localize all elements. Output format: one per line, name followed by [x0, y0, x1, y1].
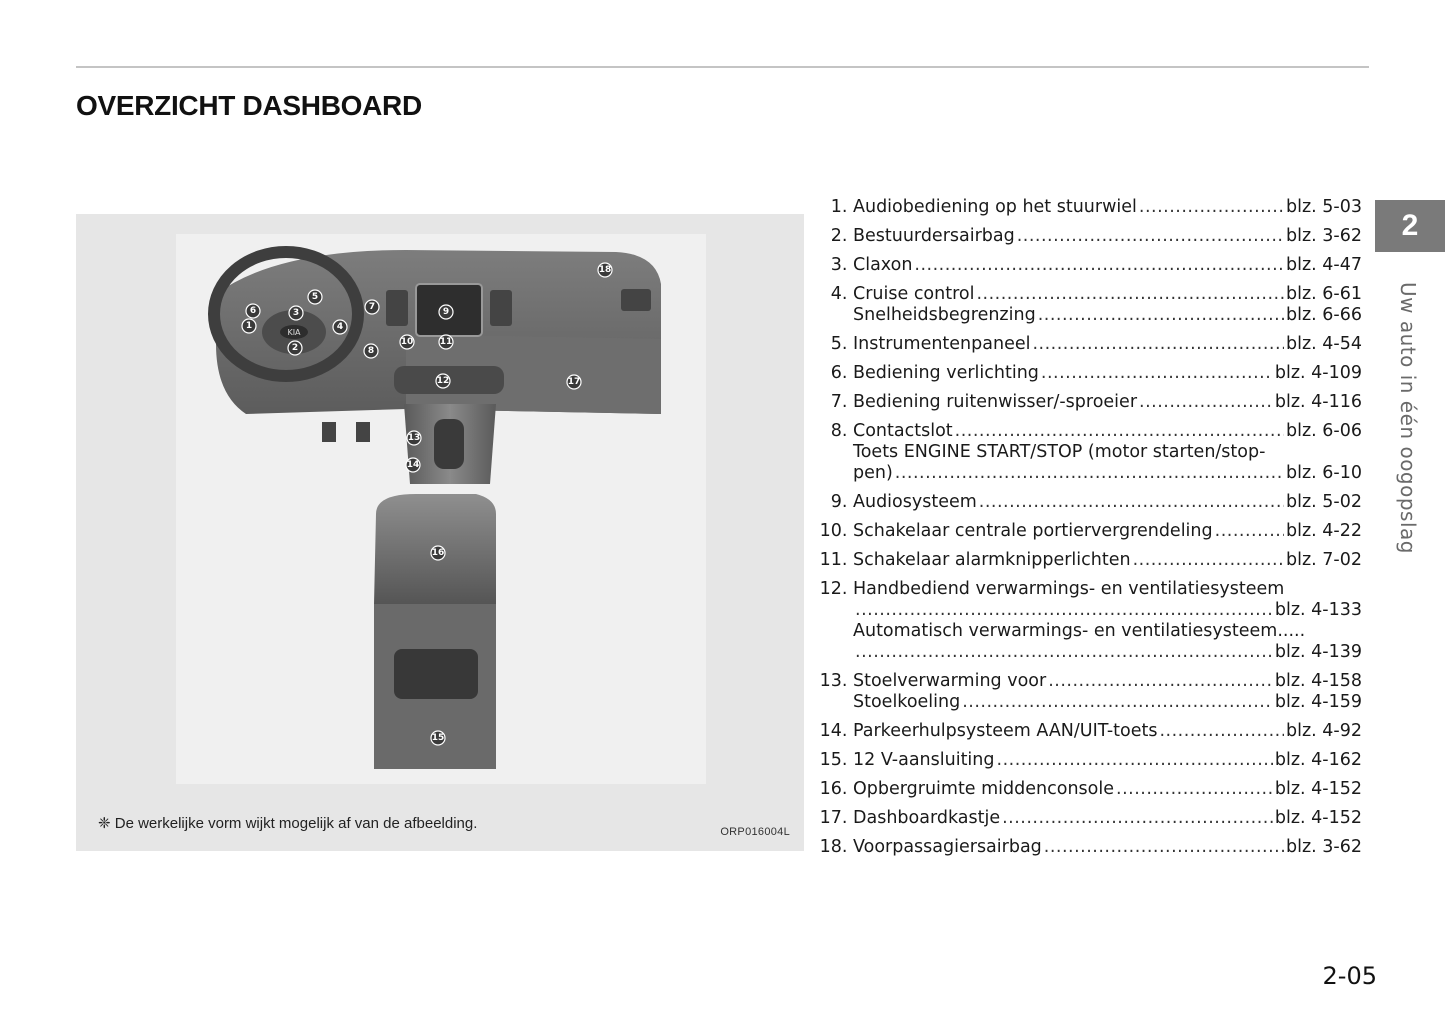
callout-3 [289, 306, 303, 320]
legend-number: 12. [819, 579, 853, 599]
dot-leader [1044, 837, 1284, 858]
page-reference: blz. 7-02 [1286, 550, 1362, 570]
page-reference: blz. 4-54 [1286, 334, 1362, 354]
legend-text: Handbediend verwarmings- en ventilatiesysteem [853, 579, 1285, 599]
legend-line [816, 284, 1362, 305]
legend-number: 14. [819, 721, 853, 741]
legend-item [816, 363, 1362, 384]
page-reference: blz. 4-92 [1286, 721, 1362, 741]
legend-line [816, 334, 1362, 355]
svg-text:10: 10 [400, 337, 414, 347]
left-vent [386, 290, 408, 326]
page-reference: blz. 4-152 [1274, 808, 1362, 828]
svg-text:14: 14 [406, 460, 420, 470]
page-reference: blz. 6-06 [1286, 421, 1362, 441]
legend-text: Schakelaar centrale portiervergrendeling [853, 521, 1213, 541]
dot-leader [997, 750, 1273, 771]
legend-line [816, 642, 1362, 663]
legend-number: 5. [830, 334, 853, 354]
figure-code: ORP016004L [720, 826, 790, 838]
legend-line [816, 621, 1362, 642]
callout-16 [431, 546, 445, 560]
callout-18 [598, 263, 612, 277]
callout-8 [364, 344, 378, 358]
legend-line [816, 492, 1362, 513]
legend-text: Voorpassagiersairbag [853, 837, 1042, 857]
svg-text:3: 3 [292, 308, 300, 318]
legend-item [816, 750, 1362, 771]
dot-leader [962, 692, 1273, 713]
legend-line [816, 521, 1362, 542]
svg-text:4: 4 [336, 322, 344, 332]
legend-item [816, 334, 1362, 355]
legend-item [816, 808, 1362, 829]
dot-leader [1139, 392, 1273, 413]
svg-text:13: 13 [407, 433, 421, 443]
dot-leader [895, 463, 1284, 484]
legend-number: 1. [830, 197, 853, 217]
chapter-tab: 2 [1375, 200, 1445, 252]
callout-5 [308, 290, 322, 304]
figure-note: ❈ De werkelijke vorm wijkt mogelijk af van de afbeelding. [98, 815, 478, 832]
callout-10 [400, 335, 414, 349]
callout-9 [439, 305, 453, 319]
svg-text:17: 17 [567, 377, 581, 387]
dot-leader [979, 492, 1284, 513]
legend-number: 17. [819, 808, 853, 828]
dashboard-figure [76, 214, 804, 851]
legend-number: 3. [830, 255, 853, 275]
legend-line [816, 463, 1362, 484]
dot-leader [1032, 334, 1284, 355]
legend-text: Schakelaar alarmknipperlichten [853, 550, 1131, 570]
kia-logo-text: KIA [287, 328, 301, 337]
legend-line [816, 421, 1362, 442]
legend-text: pen) [853, 463, 893, 483]
page-reference: blz. 4-47 [1286, 255, 1362, 275]
dot-leader [1017, 226, 1284, 247]
legend-number: 9. [830, 492, 853, 512]
legend-number: 11. [819, 550, 853, 570]
page-reference: blz. 6-61 [1286, 284, 1362, 304]
legend-text: Parkeerhulpsysteem AAN/UIT-toets [853, 721, 1158, 741]
dot-leader [914, 255, 1284, 276]
dot-leader [1116, 779, 1273, 800]
legend-item [816, 550, 1362, 571]
callout-6 [246, 304, 260, 318]
svg-text:12: 12 [436, 376, 450, 386]
page-reference: blz. 4-109 [1274, 363, 1362, 383]
dot-leader [1048, 671, 1273, 692]
legend-number: 7. [830, 392, 853, 412]
legend-text: Contactslot [853, 421, 953, 441]
legend-line [816, 255, 1362, 276]
dot-leader [855, 600, 1273, 621]
legend-line [816, 550, 1362, 571]
legend-item [816, 197, 1362, 218]
legend-item [816, 521, 1362, 542]
dot-leader [976, 284, 1284, 305]
legend-item [816, 671, 1362, 713]
page-reference: blz. 4-152 [1274, 779, 1362, 799]
page-reference: blz. 3-62 [1286, 837, 1362, 857]
page-reference: blz. 4-158 [1274, 671, 1362, 691]
page-reference: blz. 4-159 [1274, 692, 1362, 712]
svg-text:6: 6 [249, 306, 257, 316]
page-reference: blz. 6-10 [1286, 463, 1362, 483]
page-reference: blz. 3-62 [1286, 226, 1362, 246]
page-reference: blz. 4-139 [1274, 642, 1362, 662]
legend-text: Automatisch verwarmings- en ventilatiesysteem..... [853, 621, 1306, 641]
legend-line [816, 600, 1362, 621]
legend-item [816, 721, 1362, 742]
legend-item [816, 255, 1362, 276]
callout-17 [567, 375, 581, 389]
legend-item [816, 492, 1362, 513]
svg-text:2: 2 [291, 343, 299, 353]
legend-item [816, 392, 1362, 413]
svg-text:5: 5 [311, 292, 319, 302]
legend-line [816, 750, 1362, 771]
legend-line [816, 692, 1362, 713]
dot-leader [1041, 363, 1273, 384]
legend-line [816, 671, 1362, 692]
legend-number: 6. [830, 363, 853, 383]
dot-leader [1038, 305, 1284, 326]
legend-line [816, 837, 1362, 858]
legend-text: Cruise control [853, 284, 975, 304]
svg-text:18: 18 [598, 265, 612, 275]
legend-text: Stoelverwarming voor [853, 671, 1047, 691]
svg-text:8: 8 [367, 346, 375, 356]
page-number: 2-05 [1322, 962, 1377, 990]
legend-number: 8. [830, 421, 853, 441]
page-reference: blz. 4-162 [1274, 750, 1362, 770]
dot-leader [855, 642, 1273, 663]
legend-text: Dashboardkastje [853, 808, 1001, 828]
legend-item [816, 226, 1362, 247]
legend-number: 13. [819, 671, 853, 691]
page-reference: blz. 5-03 [1286, 197, 1362, 217]
legend-item [816, 779, 1362, 800]
svg-text:15: 15 [431, 733, 445, 743]
legend-text: Instrumentenpaneel [853, 334, 1031, 354]
callout-12 [436, 374, 450, 388]
legend-line [816, 305, 1362, 326]
legend-text: Toets ENGINE START/STOP (motor starten/stop- [853, 442, 1266, 462]
svg-text:16: 16 [431, 548, 445, 558]
legend-text: Bediening ruitenwisser/-sproeier [853, 392, 1138, 412]
legend-line [816, 197, 1362, 218]
legend-text: 12 V-aansluiting [853, 750, 995, 770]
callout-4 [333, 320, 347, 334]
page-title: OVERZICHT DASHBOARD [76, 90, 422, 121]
callout-15 [431, 731, 445, 745]
callout-13 [407, 431, 421, 445]
legend-text: Snelheidsbegrenzing [853, 305, 1036, 325]
legend-line [816, 442, 1362, 463]
pedal-right [356, 422, 370, 442]
dot-leader [1139, 197, 1284, 218]
legend-number: 4. [830, 284, 853, 304]
legend-number: 15. [819, 750, 853, 770]
callout-1 [242, 319, 256, 333]
page-reference: blz. 4-116 [1274, 392, 1362, 412]
callout-2 [288, 341, 302, 355]
chapter-side-title: Uw auto in één oogopslag [1396, 282, 1420, 554]
legend-line [816, 808, 1362, 829]
page-reference: blz. 4-22 [1286, 521, 1362, 541]
legend-item [816, 579, 1362, 663]
page-reference: blz. 6-66 [1286, 305, 1362, 325]
legend-text: Audiobediening op het stuurwiel [853, 197, 1137, 217]
pedal-left [322, 422, 336, 442]
legend-text: Claxon [853, 255, 913, 275]
legend-line [816, 721, 1362, 742]
dot-leader [1215, 521, 1284, 542]
legend-number: 16. [819, 779, 853, 799]
dashboard-illustration [76, 214, 804, 851]
legend-item [816, 421, 1362, 484]
legend-text: Bestuurdersairbag [853, 226, 1015, 246]
rear-vent [394, 649, 478, 699]
legend-list [816, 197, 1362, 866]
callout-7 [365, 300, 379, 314]
page-reference: blz. 5-02 [1286, 492, 1362, 512]
legend-text: Audiosysteem [853, 492, 977, 512]
page-reference: blz. 4-133 [1274, 600, 1362, 620]
center-right-vent [490, 290, 512, 326]
svg-text:7: 7 [368, 302, 376, 312]
gear-lever [434, 419, 464, 469]
dot-leader [1133, 550, 1284, 571]
legend-line [816, 226, 1362, 247]
legend-item [816, 284, 1362, 326]
dot-leader [1159, 721, 1284, 742]
top-rule [76, 66, 1369, 68]
svg-text:1: 1 [245, 321, 253, 331]
dot-leader [955, 421, 1284, 442]
legend-text: Opbergruimte middenconsole [853, 779, 1114, 799]
legend-text: Bediening verlichting [853, 363, 1039, 383]
legend-line [816, 363, 1362, 384]
legend-text: Stoelkoeling [853, 692, 961, 712]
callout-14 [406, 458, 420, 472]
legend-number: 10. [819, 521, 853, 541]
legend-line [816, 392, 1362, 413]
callout-11 [439, 335, 453, 349]
legend-item [816, 837, 1362, 858]
legend-line [816, 779, 1362, 800]
legend-number: 18. [819, 837, 853, 857]
svg-text:11: 11 [439, 337, 453, 347]
dot-leader [1002, 808, 1273, 829]
passenger-vent [621, 289, 651, 311]
svg-text:9: 9 [442, 307, 450, 317]
legend-line [816, 579, 1362, 600]
legend-number: 2. [830, 226, 853, 246]
